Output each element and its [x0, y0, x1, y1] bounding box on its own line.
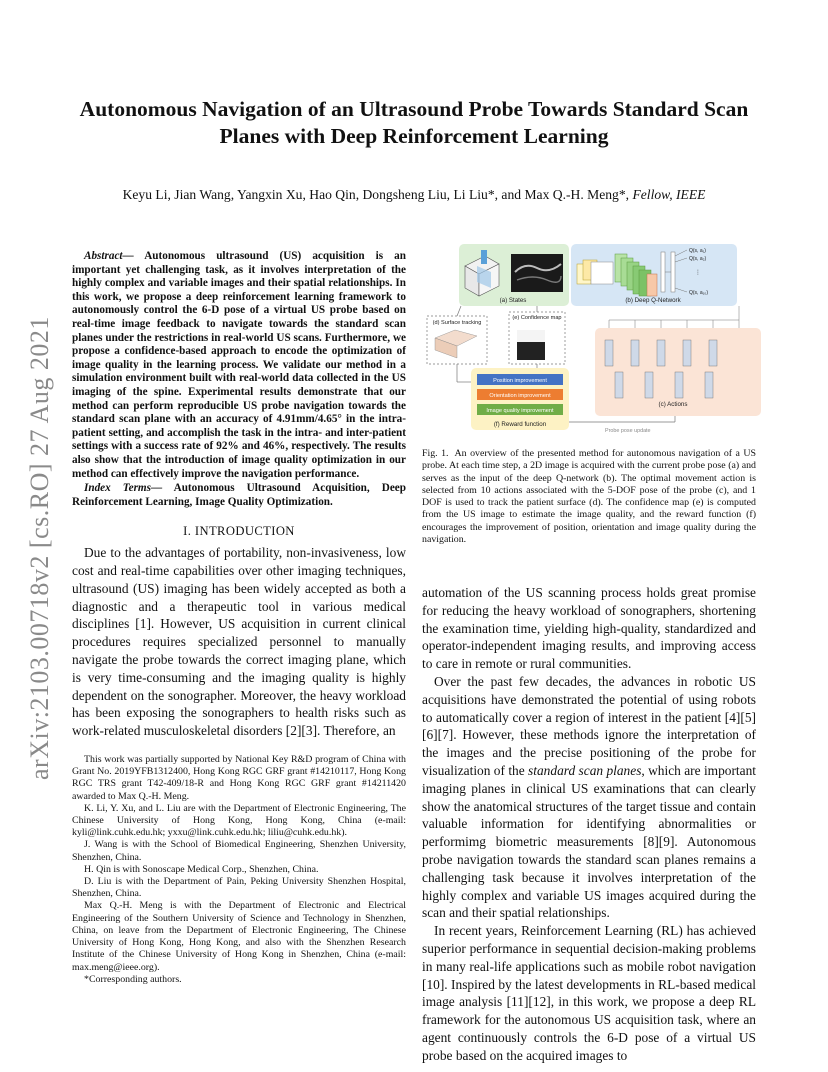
caption-text: An overview of the presented method for autonomous navigation of a US probe. At each time step, a 2D image is acquired with the current probe pose (a) and serves as the input of the deep Q-network (b). The optimal movement action is selected from 10 actions associated with the 5-DOF pose of the probe (c), and 1 DOF is used to track the patient surface (d). The confidence map (e) is computed from the US image to estimate the image quality, and the reward function (f) encourages the improvement of position, orientation and image quality during the navigation. [422, 448, 756, 546]
paper-title: Autonomous Navigation of an Ultrasound Probe Towards Standard Scan Planes with Deep Reinforcement Learning [79, 97, 749, 148]
label-probe-pose-update: Probe pose update [605, 428, 651, 434]
footnote-affiliation-pku: D. Liu is with the Department of Pain, Peking University Shenzhen Hospital, Shenzhen, China. [72, 876, 406, 900]
reward-position-label: Position improvement [493, 378, 547, 384]
author-fellow: Fellow, IEEE [632, 187, 706, 202]
footnote-affiliation-szu: J. Wang is with the School of Biomedical Engineering, Shenzhen University, Shenzhen, China. [72, 839, 406, 863]
author-list [60, 186, 768, 204]
action-connector-lines [609, 306, 739, 328]
footnotes [72, 754, 406, 986]
intro-paragraph: Due to the advantages of portability, non-invasiveness, low cost and real-time capabilities over other imaging techniques, ultrasound (US) imaging has been widely accepted as both a diagnostic and a therapeutic tool in various medical disciplines [1]. However, US acquisition in current clinical procedures requires specialized personnel to manually navigate the probe towards the correct imaging plane, which is very time-consuming and the imaging quality is highly dependent on the sonographer. Moreover, the heavy workload has been exposing the sonographers to health risks such as work-related musculoskeletal disorders [2][3]. Therefore, an [72, 545, 406, 739]
abstract-text: Autonomous ultrasound (US) acquisition is an important yet challenging task, as it involves interpretation of the highly complex and variable images and their spatial relationships. In this work, we propose a deep reinforcement learning framework to autonomously control the 6-D pose of a virtual US probe based on real-time image feedback to navigate towards the standard scan planes under the restrictions in real-world US scans. Furthermore, we propose a confidence-based approach to encode the optimization of image quality in the learning process. We validate our method in a simulation environment built with real-world data collected in the US imaging of the spine. Experimental results demonstrate that our method can perform reproducible US probe navigation towards the standard scan plane with an accuracy of 4.91mm/4.65° in the intra-patient setting, and accomplish the task in the intra- and inter-patient settings with a success rate of 92% and 46%, respectively. The results also show that the introduction of image quality optimization in our method can effectively improve the navigation performance. [72, 250, 406, 480]
right-paragraph-2 [422, 673, 756, 922]
standard-scan-planes-emphasis: standard scan planes [528, 762, 642, 778]
right-paragraph-2-a: Over the past few decades, the advances in robotic US acquisitions have demonstrated the potential of using robots to automatically cover a region of interest in the patient [4][5][6][7]. However, these methods ignore the interpretation of the images and the precise positioning of the probe for visualization of the [422, 673, 756, 778]
figure-overview [425, 242, 763, 438]
figure-diagram [425, 242, 763, 438]
reward-quality-label: Image quality improvement [486, 408, 554, 414]
label-dqn: (b) Deep Q-Network [625, 297, 681, 304]
q-label-2: Q(s, a₂) [689, 256, 707, 262]
label-states: (a) States [499, 297, 527, 304]
author-names: Keyu Li, Jian Wang, Yangxin Xu, Hao Qin, Dongsheng Liu, Li Liu*, and Max Q.-H. Meng*, [122, 187, 633, 202]
q-label-dots: ⋮ [695, 270, 701, 276]
footnote-affiliation-sustech: Max Q.-H. Meng is with the Department of Electronic and Electrical Engineering of the Southern University of Science and Technology in Shenzhen, China, on leave from the Department of Electronic Engineering, The Chinese University of Hong Kong, Hong Kong, and also with the Shenzhen Research Institute of the Chinese University of Hong Kong in Shenzhen, China (e-mail: max.meng@ieee.org). [72, 900, 406, 973]
right-column [422, 584, 756, 1065]
footnote-affiliation-cuhk: K. Li, Y. Xu, and L. Liu are with the Department of Electronic Engineering, The Chinese University of Hong Kong, Hong Kong, China (e-mail: kyli@link.cuhk.edu.hk; yxxu@link.cuhk.edu.hk; liliu@cuhk.edu.hk). [72, 802, 406, 839]
left-column [72, 250, 406, 986]
right-paragraph-1: automation of the US scanning process holds great promise for reducing the heavy workload of sonographers, shortening the examination time, yielding high-quality, standardized and operator-independent imaging results, and improving access to care in remote or rural communities. [422, 585, 756, 672]
arxiv-identifier: arXiv:2103.00718v2 [cs.RO] 27 Aug 2021 [25, 316, 54, 780]
index-terms-lead: Index Terms— [84, 482, 163, 495]
caption-label: Fig. 1. [422, 448, 449, 459]
footnote-funding: This work was partially supported by National Key R&D program of China with Grant No. 2019YFB1312400, Hong Kong RGC GRF grant #14210117, Hong Kong RGC TRS grant T42-409/18-R and Hong Kong RGC GRF grant #14211420 awarded to Max Q.-H. Meng. [72, 754, 406, 802]
label-confidence-map: (e) Confidence map [512, 315, 562, 321]
right-paragraph-2-b: , which are important imaging planes in clinical US examinations that can clearly show the anatomical structures of the target tissue and contain valuable information for identifying abnormalities or performimg biometric measurements [8][9]. Autonomous probe navigation towards the standard scan planes remains a challenging task because it involves interpretation of the highly complex and variable US images acquired during the scan and their spatial relationships. [422, 762, 757, 921]
us-image-thumbnail [511, 254, 563, 292]
abstract-lead: Abstract— [84, 250, 134, 262]
section-heading-introduction: I. INTRODUCTION [183, 524, 295, 539]
label-reward-function: (f) Reward function [493, 421, 547, 428]
q-label-1: Q(s, a₁) [689, 248, 706, 254]
figure-caption [422, 448, 756, 546]
index-terms [72, 482, 406, 509]
right-paragraph-3: In recent years, Reinforcement Learning (RL) has achieved superior performance in sequential decision-making problems in many real-life applications such as mobile robot navigation [10]. Inspired by the latest developments in RL-based medical image analysis [11][12], in this work, we propose a deep RL framework for the autonomous US acquisition task, where an agent continuously controls the 6-D pose of a virtual US probe based on the acquired images to [422, 923, 756, 1063]
q-label-10: Q(s, a₁₀) [689, 290, 709, 296]
footnote-corresponding: *Corresponding authors. [84, 973, 182, 985]
index-terms-text: Autonomous Ultrasound Acquisition, Deep Reinforcement Learning, Image Quality Optimization. [72, 482, 406, 508]
footnote-affiliation-sonoscape: H. Qin is with Sonoscape Medical Corp., Shenzhen, China. [84, 863, 319, 875]
label-surface-tracking: (d) Surface tracking [432, 320, 482, 326]
abstract [72, 250, 406, 481]
label-actions: (c) Actions [658, 401, 688, 408]
reward-orientation-label: Orientation improvement [489, 393, 551, 399]
